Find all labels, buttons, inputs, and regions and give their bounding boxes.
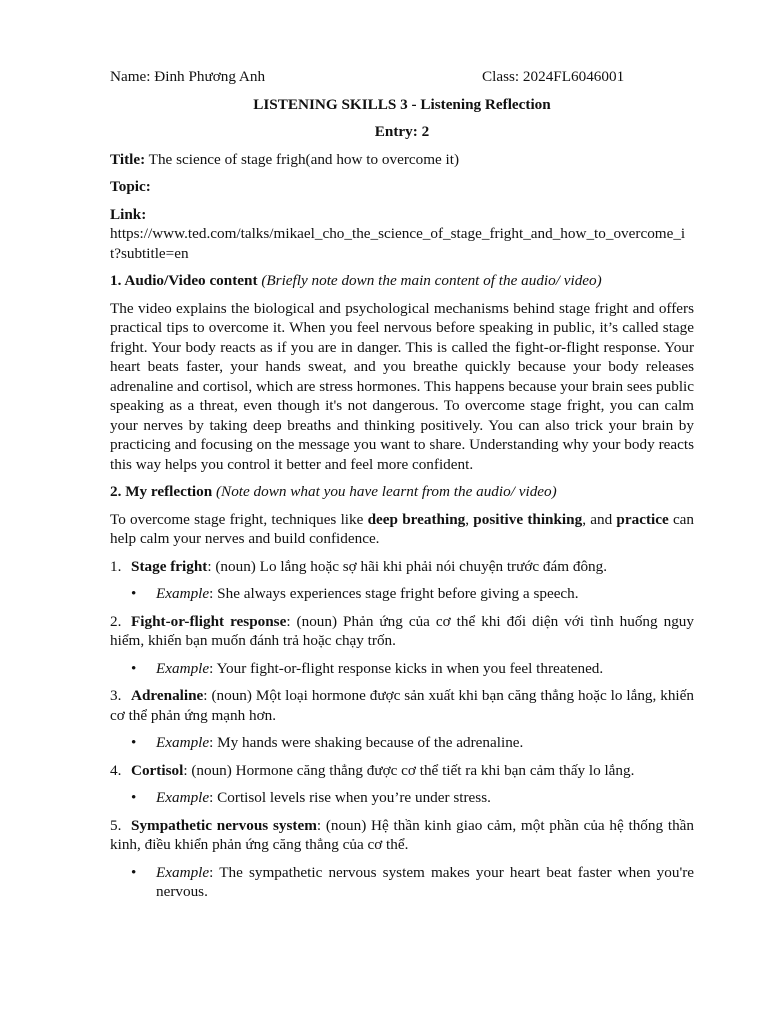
vocab-term: Adrenaline: [131, 687, 204, 704]
example-label: Example: [156, 659, 210, 677]
example-text: : Your fight-or-flight response kicks in when you feel threatened.: [209, 659, 604, 677]
document-title: LISTENING SKILLS 3 - Listening Reflection: [253, 95, 551, 113]
example-label: Example: [156, 863, 210, 881]
example-label: Example: [156, 585, 210, 602]
example-label: Example: [156, 789, 210, 806]
link-block: [110, 205, 694, 264]
intro-text: ,: [465, 510, 474, 528]
document-body: [110, 67, 694, 910]
example-label: Example: [156, 734, 210, 751]
example-text: : The sympathetic nervous system makes your heart beat faster when you're nervous.: [156, 863, 694, 900]
section1-note: (Briefly note down the main content of the audio/ video): [257, 272, 602, 289]
bullet-icon: •: [131, 585, 137, 602]
example-item: [110, 733, 694, 753]
intro-text: , and: [582, 510, 617, 528]
vocab-number: 5.: [110, 816, 122, 834]
entry-number: Entry: 2: [374, 123, 430, 140]
bullet-icon: •: [131, 789, 137, 806]
vocab-item: [110, 612, 694, 651]
class-code: Class: 2024FL6046001: [482, 68, 625, 85]
vocab-definition: : (noun) Một loại hormone được sản xuất khi bạn căng thẳng hoặc lo lắng, khiến cơ thể phản ứng mạnh hơn.: [110, 687, 694, 724]
section2-heading: [110, 482, 694, 502]
intro-text: To overcome stage fright, techniques like: [110, 510, 368, 528]
example-item: [110, 863, 694, 902]
bullet-icon: •: [131, 734, 137, 751]
link-url[interactable]: https://www.ted.com/talks/mikael_cho_the_science_of_stage_fright_and_how_to_overcome_it?subtitle=en: [110, 225, 686, 262]
vocab-number: 1.: [110, 557, 122, 575]
vocab-number: 4.: [110, 761, 122, 779]
topic-label: Topic:: [110, 178, 151, 195]
intro-bold-positive-thinking: positive thinking: [473, 510, 583, 528]
example-item: [110, 659, 694, 679]
section1-heading: [110, 271, 694, 291]
section2-intro: [110, 510, 694, 549]
intro-text: can help calm your nerves and build confidence.: [110, 510, 695, 547]
example-text: : Cortisol levels rise when you’re under stress.: [209, 789, 491, 806]
vocab-item: [110, 761, 694, 781]
section2-note: (Note down what you have learnt from the audio/ video): [212, 483, 557, 500]
vocab-term: Fight-or-flight response: [131, 612, 287, 630]
title-value: The science of stage frigh(and how to overcome it): [145, 150, 460, 168]
section1-title: 1. Audio/Video content: [110, 272, 258, 289]
title-label: Title:: [110, 150, 146, 168]
vocab-number: 3.: [110, 687, 122, 704]
vocab-number: 2.: [110, 612, 122, 630]
section2-title: 2. My reflection: [110, 483, 213, 500]
vocab-definition: : (noun) Hormone căng thẳng được cơ thể tiết ra khi bạn cảm thấy lo lắng.: [183, 761, 635, 779]
intro-bold-practice: practice: [616, 510, 669, 528]
vocab-definition: : (noun) Lo lắng hoặc sợ hãi khi phải nói chuyện trước đám đông.: [207, 557, 608, 575]
vocab-item: [110, 816, 694, 855]
vocab-definition: : (noun) Hệ thần kinh giao cảm, một phần của hệ thống thần kinh, điều khiển phản ứng căng thẳng của cơ thể.: [110, 816, 694, 853]
bullet-icon: •: [131, 659, 137, 677]
link-label: Link:: [110, 205, 147, 223]
vocab-item: [110, 557, 694, 577]
example-item: [110, 788, 694, 808]
example-text: : She always experiences stage fright before giving a speech.: [209, 585, 579, 602]
vocab-item: [110, 686, 694, 725]
bullet-icon: •: [131, 863, 137, 881]
topic-line: [110, 177, 694, 197]
vocab-term: Sympathetic nervous system: [131, 816, 317, 834]
vocab-term: Cortisol: [131, 761, 184, 779]
section1-body: The video explains the biological and psychological mechanisms behind stage fright and offers practical tips to overcome it. When you feel nervous before speaking in public, it’s called stage fright. Your body reacts as if you are in danger. This is called the fight-or-flight response. Your heart beats faster, your hands sweat, and you breathe quickly because your body releases adrenaline and cortisol, which are stress hormones. This happens because your brain sees public speaking as a threat, even though it's not dangerous. To overcome stage fright, you can calm your nerves by taking deep breaths and thinking positively. You can also trick your brain by practicing and focusing on the message you want to share. Understanding why your body reacts this way helps you control it better and feel more confident.: [110, 299, 694, 473]
intro-bold-deep-breathing: deep breathing: [367, 510, 466, 528]
vocab-term: Stage fright: [131, 557, 208, 575]
title-line: [110, 150, 694, 170]
header-row: [110, 67, 694, 87]
example-item: [110, 584, 694, 604]
vocab-definition: : (noun) Phản ứng của cơ thể khi đối diện với tình huống nguy hiểm, khiến bạn muốn đánh trả hoặc chạy trốn.: [110, 612, 694, 649]
student-name: Name: Đinh Phương Anh: [110, 68, 266, 85]
example-text: : My hands were shaking because of the adrenaline.: [209, 734, 524, 751]
